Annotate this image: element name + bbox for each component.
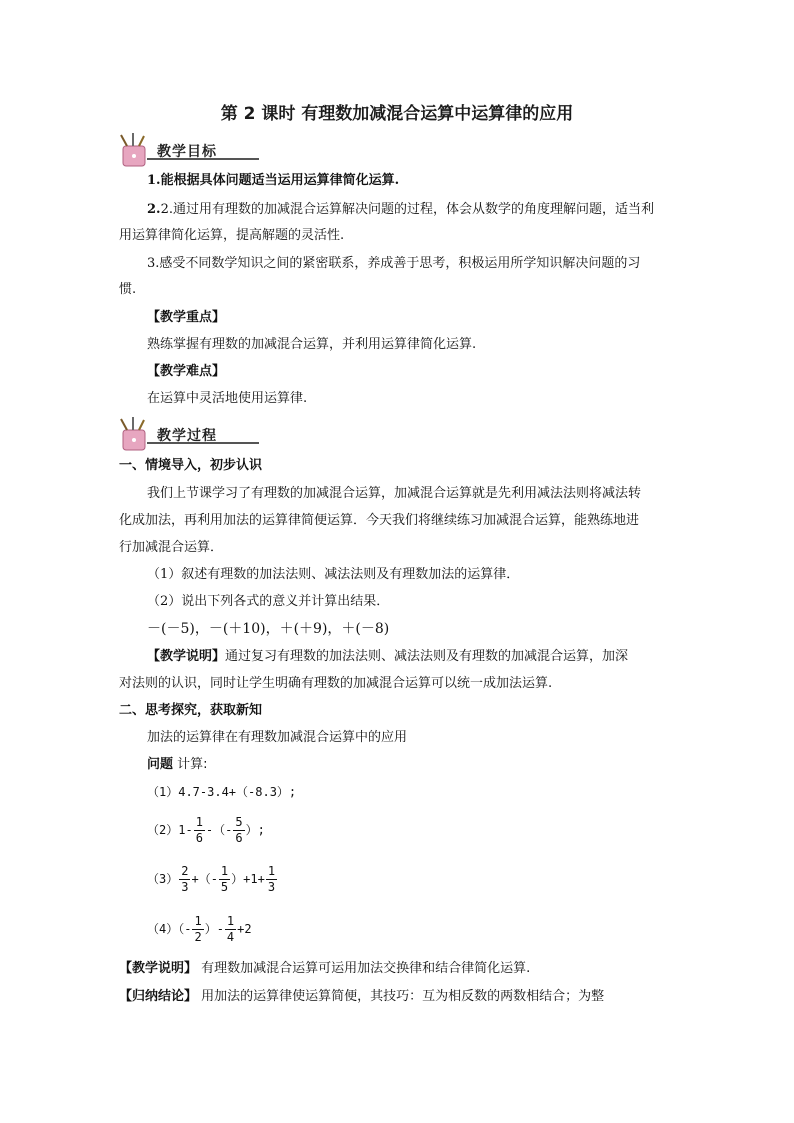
section1-heading: 一、情境导入，初步认识	[119, 458, 263, 473]
problem-line	[147, 755, 208, 775]
process-badge	[113, 416, 263, 452]
conclusion-label: 【归纳结论】	[119, 989, 198, 1004]
problem-1: （1）4.7-3.4+（-8.3）;	[147, 785, 297, 799]
fraction: $\frac{5}{6}$	[235, 815, 243, 845]
section2-note	[119, 959, 530, 979]
objectives-badge-label: 教学目标	[157, 144, 217, 160]
problem-text: 计算:	[177, 757, 208, 772]
objective-2-number: 2.	[147, 202, 161, 217]
section1-expression: －(－5)，－(＋10)，＋(＋9)，＋(－8)	[147, 621, 390, 637]
fraction: $\frac{1}{6}$	[195, 815, 203, 845]
objective-1: 1.能根据具体问题适当运用运算律简化运算.	[147, 173, 400, 188]
section2-intro: 加法的运算律在有理数加减混合运算中的应用	[147, 730, 408, 745]
section1-note-cont: 对法则的认识，同时让学生明确有理数的加减混合运算可以统一成加法运算.	[119, 676, 553, 691]
problem-3: （3） $\frac{2}{3}$ +（- $\frac{1}{5}$ ）+1+ $\frac{1}{3}$	[147, 864, 276, 894]
section1-para-3: 行加减混合运算．	[119, 540, 224, 555]
page-title: 第 2 课时 有理数加减混合运算中运算律的应用	[220, 104, 574, 124]
objective-3: 3.感受不同数学知识之间的紧密联系，养成善于思考，积极运用所学知识解决问题的习	[147, 256, 641, 271]
objective-2-cont: 用运算律简化运算，提高解题的灵活性.	[119, 228, 345, 243]
objectives-badge	[113, 132, 263, 168]
objective-3-cont: 惯.	[119, 282, 137, 297]
problem-4: （4）（- $\frac{1}{2}$ ）- $\frac{1}{4}$ +2	[147, 914, 252, 944]
problem-2: （2）1- $\frac{1}{6}$ -（- $\frac{5}{6}$ ）;	[147, 815, 265, 845]
problem-label: 问题	[147, 757, 174, 772]
note-label: 【教学说明】	[147, 649, 226, 664]
fraction: $\frac{1}{4}$	[226, 914, 235, 944]
difficulty-text: 在运算中灵活地使用运算律.	[147, 391, 308, 406]
objective-2-text: 2.通过用有理数的加减混合运算解决问题的过程，体会从数学的角度理解问题，适当利	[160, 202, 654, 217]
conclusion-text: 用加法的运算律使运算简便，其技巧：互为相反数的两数相结合；为整	[201, 989, 605, 1004]
fraction: $\frac{1}{2}$	[194, 914, 202, 944]
fraction: $\frac{1}{5}$	[220, 864, 229, 894]
note-text: 有理数加减混合运算可运用加法交换律和结合律简化运算.	[201, 961, 531, 976]
note-label: 【教学说明】	[119, 961, 198, 976]
key-point-label: 【教学重点】	[147, 310, 226, 325]
process-badge-label: 教学过程	[157, 428, 217, 444]
key-point-text: 熟练掌握有理数的加减混合运算，并利用运算律简化运算.	[147, 337, 477, 352]
fraction: $\frac{2}{3}$	[181, 864, 189, 894]
section1-para-1: 我们上节课学习了有理数的加减混合运算，加减混合运算就是先利用减法法则将减法转	[147, 486, 642, 501]
section2-heading: 二、思考探究，获取新知	[119, 703, 263, 718]
section1-note	[147, 647, 628, 667]
objective-2	[147, 200, 654, 220]
section1-para-2: 化成加法，再利用加法的运算律简便运算．今天我们将继续练习加减混合运算，能熟练地进	[119, 513, 640, 528]
fraction: $\frac{1}{3}$	[267, 864, 276, 894]
note-text: 通过复习有理数的加法法则、减法法则及有理数的加减混合运算，加深	[225, 649, 629, 664]
section1-q1: （1）叙述有理数的加法法则、减法法则及有理数加法的运算律．	[147, 567, 520, 582]
difficulty-label: 【教学难点】	[147, 364, 226, 379]
section1-q2: （2）说出下列各式的意义并计算出结果．	[147, 594, 390, 609]
conclusion	[119, 987, 604, 1007]
